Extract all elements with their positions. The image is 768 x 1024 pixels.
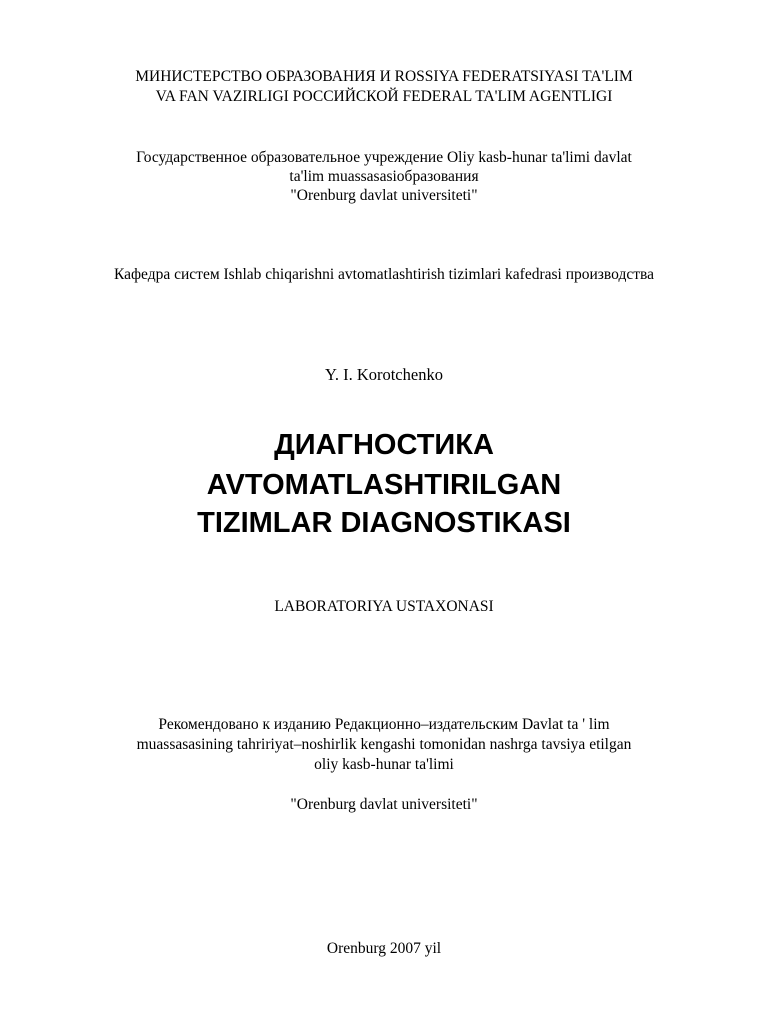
institution-line-2: ta'lim muassasasiобразования (289, 168, 479, 185)
ministry-line-2: VA FAN VAZIRLIGI РОССИЙСКОЙ FEDERAL TA'LIM AGENTLIGI (155, 88, 613, 105)
author-name: Y. I. Korotchenko (325, 365, 443, 384)
department-name: Кафедра систем Ishlab chiqarishni avtomatlashtirish tizimlari kafedrasi производства (114, 266, 654, 283)
recommendation-line-4: "Orenburg davlat universiteti" (290, 796, 478, 813)
place-and-year: Orenburg 2007 yil (326, 940, 442, 957)
ministry-line-1: МИНИСТЕРСТВО ОБРАЗОВАНИЯ И ROSSIYA FEDERATSIYASI TA'LIM (135, 68, 633, 85)
institution-line-1: Государственное образовательное учреждение Oliy kasb-hunar ta'limi davlat (136, 149, 632, 166)
recommendation-line-3: oliy kasb-hunar ta'limi (314, 756, 454, 773)
institution-line-3: "Orenburg davlat universiteti" (290, 187, 478, 204)
recommendation-line-1: Рекомендовано к изданию Редакционно–издательским Davlat ta ' lim (158, 716, 610, 733)
book-title-line-2: AVTOMATLASHTIRILGAN (206, 469, 562, 501)
book-title-line-3: TIZIMLAR DIAGNOSTIKASI (197, 507, 571, 539)
book-subtitle: LABORATORIYA USTAXONASI (274, 598, 494, 615)
book-title-line-1: ДИАГНОСТИКА (274, 429, 494, 461)
recommendation-line-2: muassasasining tahririyat–noshirlik kengashi tomonidan nashrga tavsiya etilgan (136, 736, 632, 753)
